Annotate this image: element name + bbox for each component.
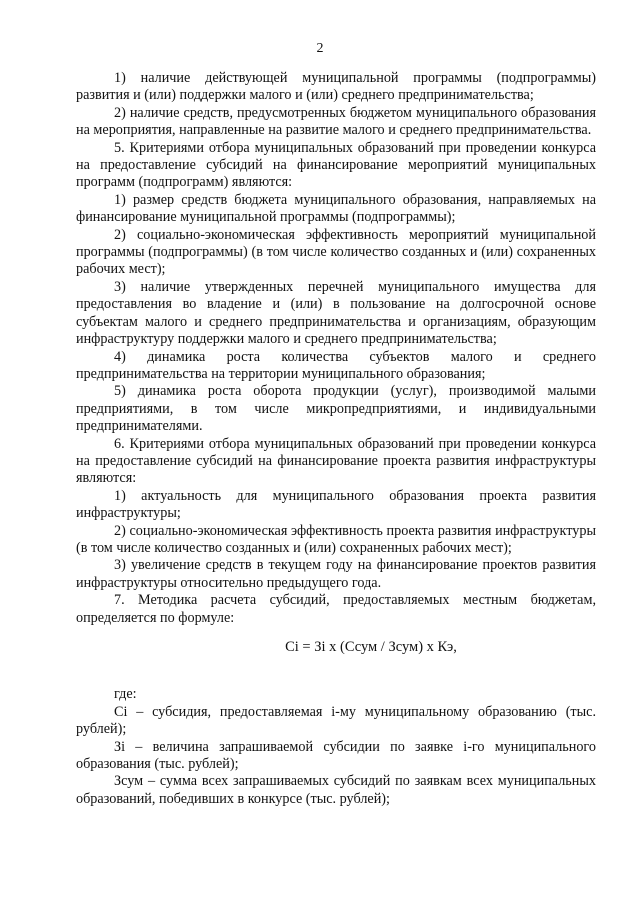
page-number: 2 (316, 41, 324, 56)
paragraph-calculation-method: 7. Методика расчета субсидий, предоставляемых местным бюджетам, определяется по формуле: (76, 592, 596, 626)
paragraph-project-efficiency: 2) социально-экономическая эффективность проекта развития инфраструктуры (в том числе количество созданных и (или) сохраненных рабочих мест); (76, 522, 596, 556)
paragraph-turnover-growth: 5) динамика роста оборота продукции (услуг), производимой малыми предприятиями, в том числе микропредприятиями, и индивидуальными предпринимателями. (76, 383, 596, 435)
definitions-intro: где: (114, 686, 137, 703)
subsidy-formula: Сi = Зi х (Ссум / Зсум) х Кэ, (285, 639, 457, 655)
paragraph-criteria-5: 5. Критериями отбора муниципальных образований при проведении конкурса на предоставление субсидий на финансирование мероприятий муниципальных программ (подпрограмм) являются: (76, 139, 596, 191)
document-body (76, 70, 596, 808)
paragraph-project-relevance: 1) актуальность для муниципального образования проекта развития инфраструктуры; (76, 487, 596, 522)
paragraph-business-count-growth: 4) динамика роста количества субъектов малого и среднего предпринимательства на территории муниципального образования; (76, 348, 596, 382)
paragraph-budget-size: 1) размер средств бюджета муниципального образования, направляемых на финансирование муниципальной программы (подпрограммы); (76, 191, 596, 226)
paragraph-budget-funds: 2) наличие средств, предусмотренных бюджетом муниципального образования на мероприятия, направленные на развитие малого и среднего предпринимательства. (76, 104, 596, 139)
paragraph-program-presence: 1) наличие действующей муниципальной программы (подпрограммы) развития и (или) поддержки малого и (или) среднего предпринимательства; (76, 70, 596, 104)
paragraph-funding-increase: 3) увеличение средств в текущем году на финансирование проектов развития инфраструктуры относительно предыдущего года. (76, 557, 596, 591)
definition-zsum: Зсум – сумма всех запрашиваемых субсидий по заявкам всех муниципальных образований, победивших в конкурсе (тыс. рублей); (76, 773, 596, 807)
definition-ci: Сi – субсидия, предоставляемая i-му муниципальному образованию (тыс. рублей); (76, 703, 596, 738)
paragraph-socioeconomic-efficiency: 2) социально-экономическая эффективность мероприятий муниципальной программы (подпрограммы) (в том числе количество созданных и (или) сохраненных рабочих мест); (76, 226, 596, 278)
paragraph-property-lists: 3) наличие утвержденных перечней муниципального имущества для предоставления во владение и (или) в пользование на долгосрочной основе субъектам малого и среднего предпринимательства и организациям, образующим инфраструктуру поддержки малого и среднего предпринимательства; (76, 278, 596, 348)
definition-zi: Зi – величина запрашиваемой субсидии по заявке i-го муниципального образования (тыс. рублей); (76, 738, 596, 773)
paragraph-criteria-6: 6. Критериями отбора муниципальных образований при проведении конкурса на предоставление субсидий на финансирование проекта развития инфраструктуры являются: (76, 435, 596, 487)
